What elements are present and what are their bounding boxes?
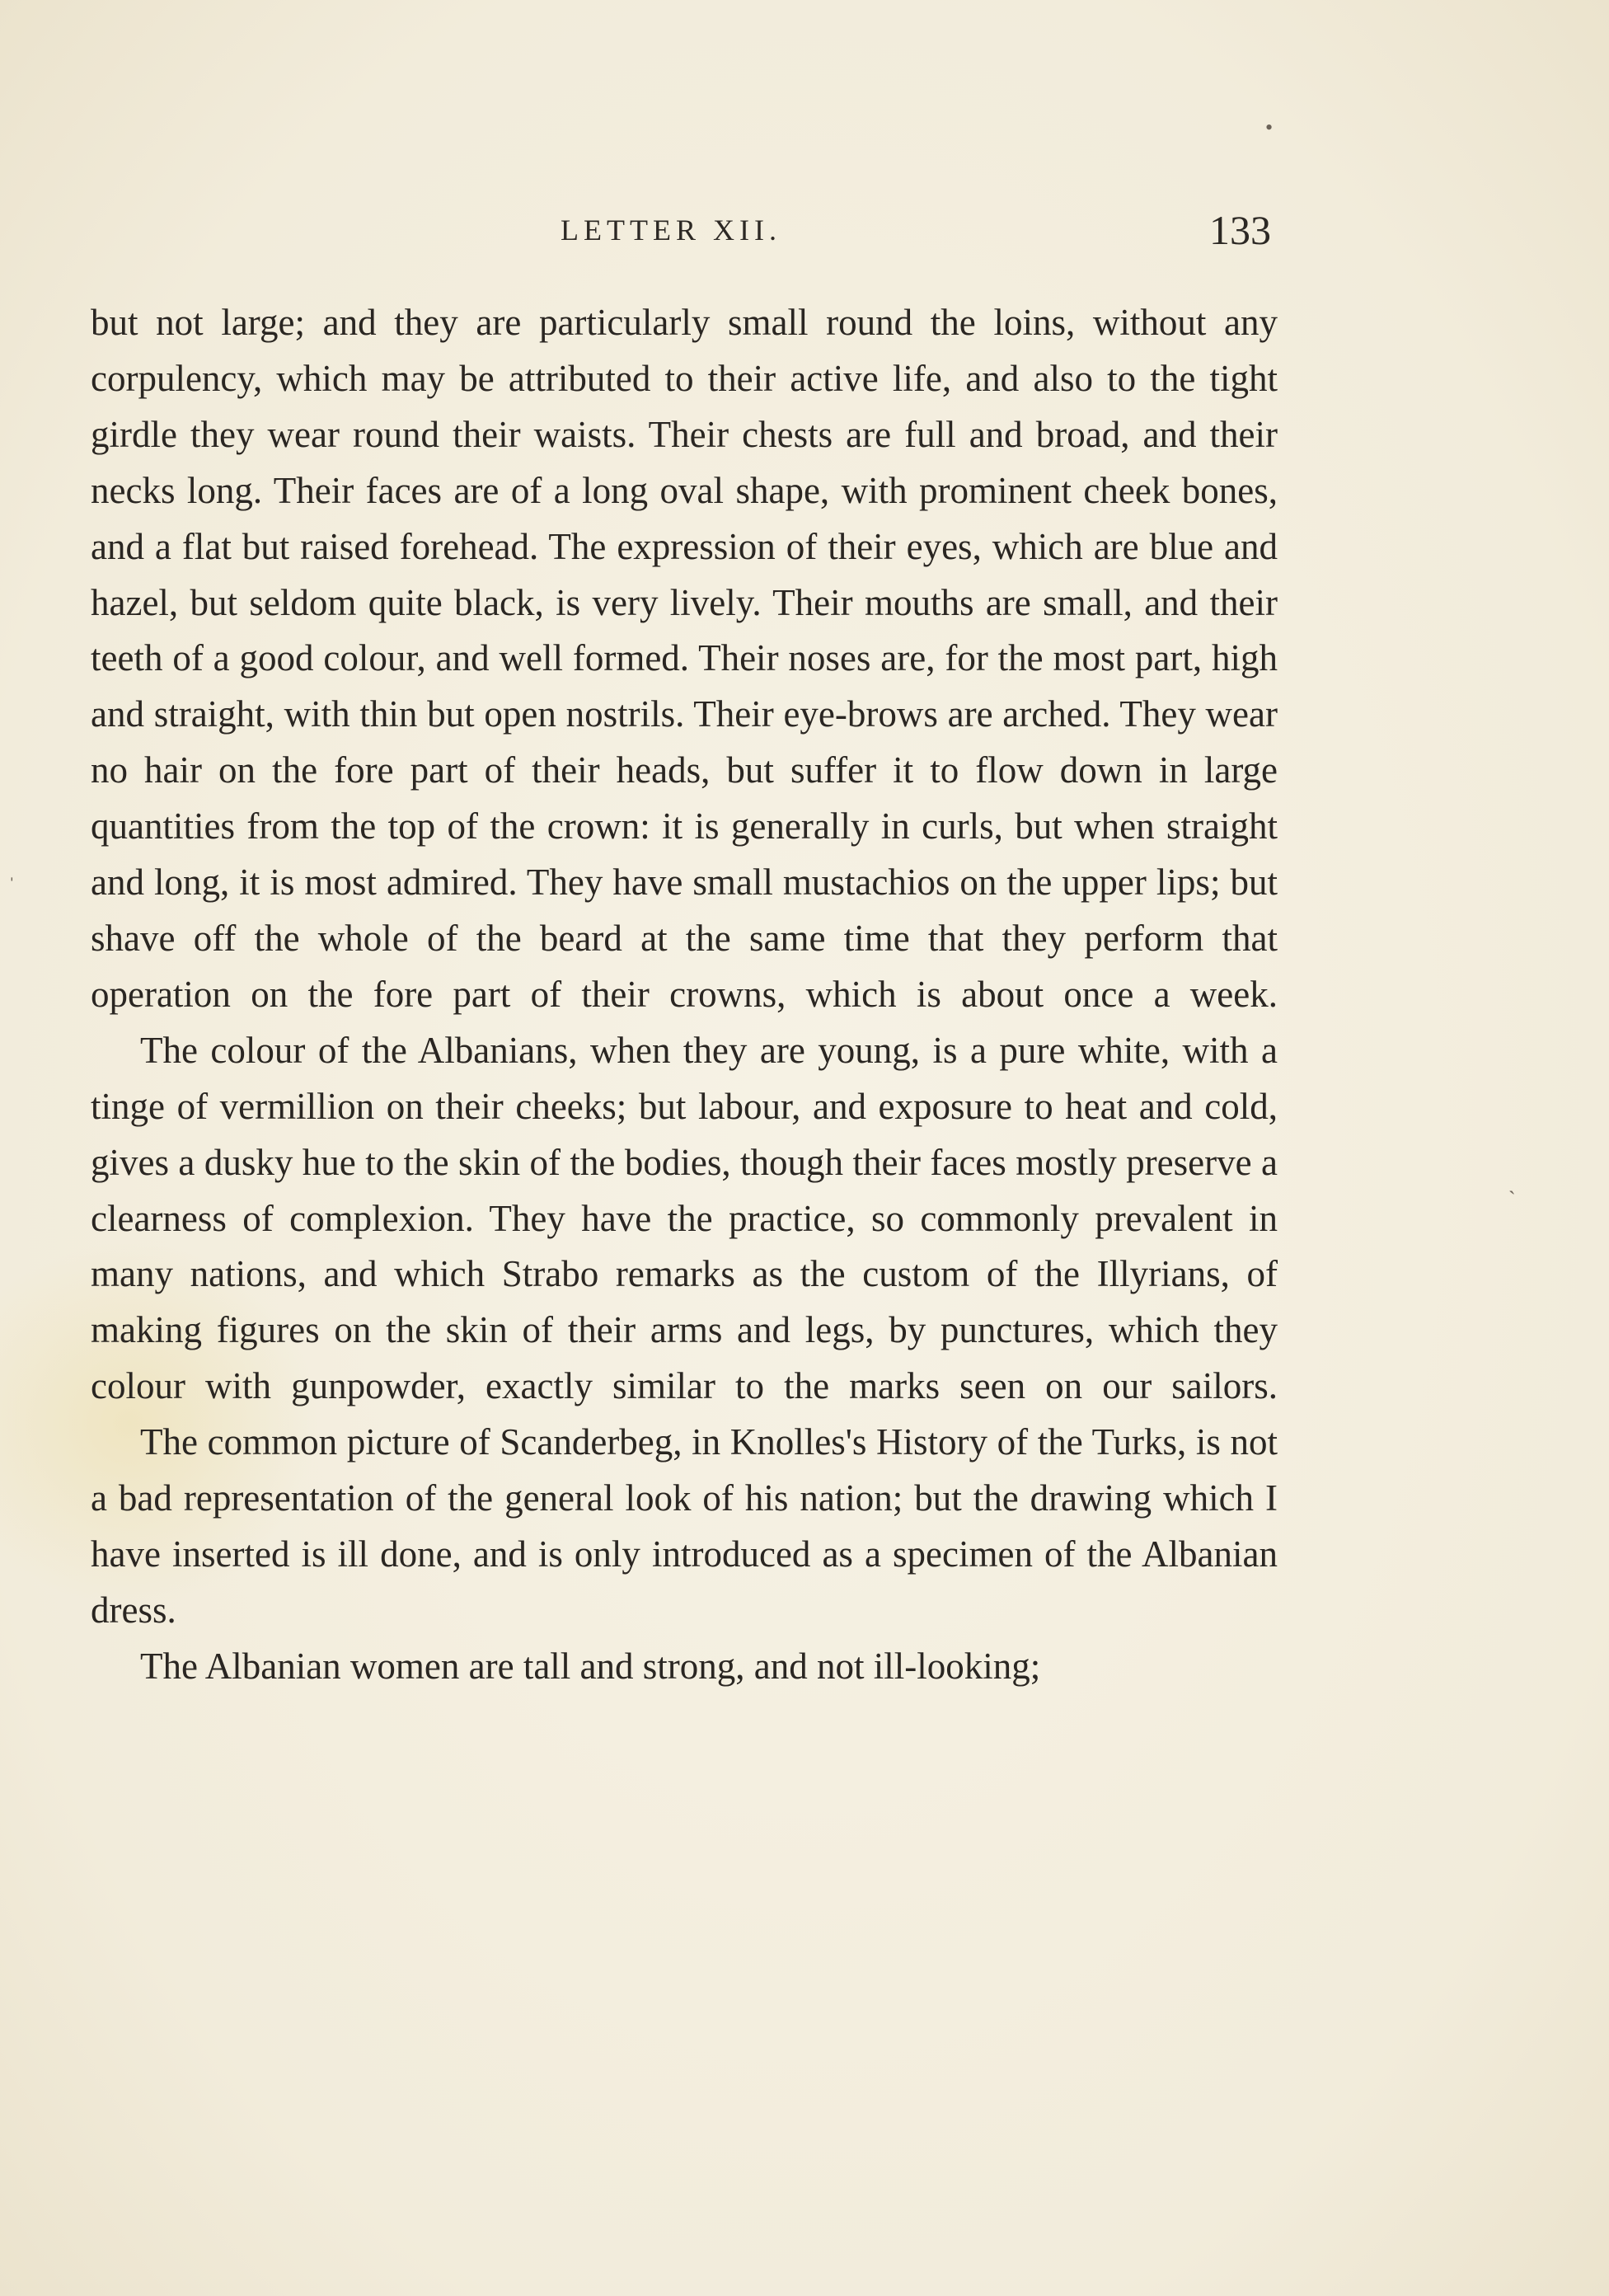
running-head [0, 207, 1609, 262]
paragraph-1: but not large; and they are particularly small round the loins, without any corpulency, which may be attributed to their active life, and also to the tight girdle they wear round their waists. Their chests are full and broad, and their necks long. Their faces are of a long oval shape, with prominent cheek bones, and a flat but raised forehead. The expression of their eyes, which are blue and hazel, but seldom quite black, is very lively. Their mouths are small, and their teeth of a good colour, and well formed. Their noses are, for the most part, high and straight, with thin but open nostrils. Their eye-brows are arched. They wear no hair on the fore part of their heads, but suffer it to flow down in large quantities from the top of the crown: it is generally in curls, but when straight and long, it is most admired. They have small mustachios on the upper lips; but shave off the whole of the beard at the same time that they perform that operation on the fore part of their crowns, which is about once a week. [91, 302, 1278, 1015]
margin-tick: ˈ [8, 874, 16, 898]
body-text [91, 295, 1278, 1695]
running-head-title: LETTER XII. [561, 214, 781, 247]
paragraph-4: The Albanian women are tall and strong, and not ill-looking; [140, 1645, 1041, 1687]
margin-tick: ˏ [1508, 1171, 1516, 1195]
page-number: 133 [1209, 207, 1271, 253]
paragraph-3: The common picture of Scanderbeg, in Knolles's History of the Turks, is not a bad representation of the general look of his nation; but the drawing which I have inserted is ill done, and is only introduced as a specimen of the Albanian dress. [91, 1421, 1278, 1631]
paragraph-2: The colour of the Albanians, when they are young, is a pure white, with a tinge of vermillion on their cheeks; but labour, and exposure to heat and cold, gives a dusky hue to the skin of the bodies, though their faces mostly preserve a clearness of complexion. They have the practice, so commonly prevalent in many nations, and which Strabo remarks as the custom of the Illyrians, of making figures on the skin of their arms and legs, by punctures, which they colour with gunpowder, exactly similar to the marks seen on our sailors. [91, 1029, 1278, 1407]
margin-speck: • [1265, 115, 1274, 139]
